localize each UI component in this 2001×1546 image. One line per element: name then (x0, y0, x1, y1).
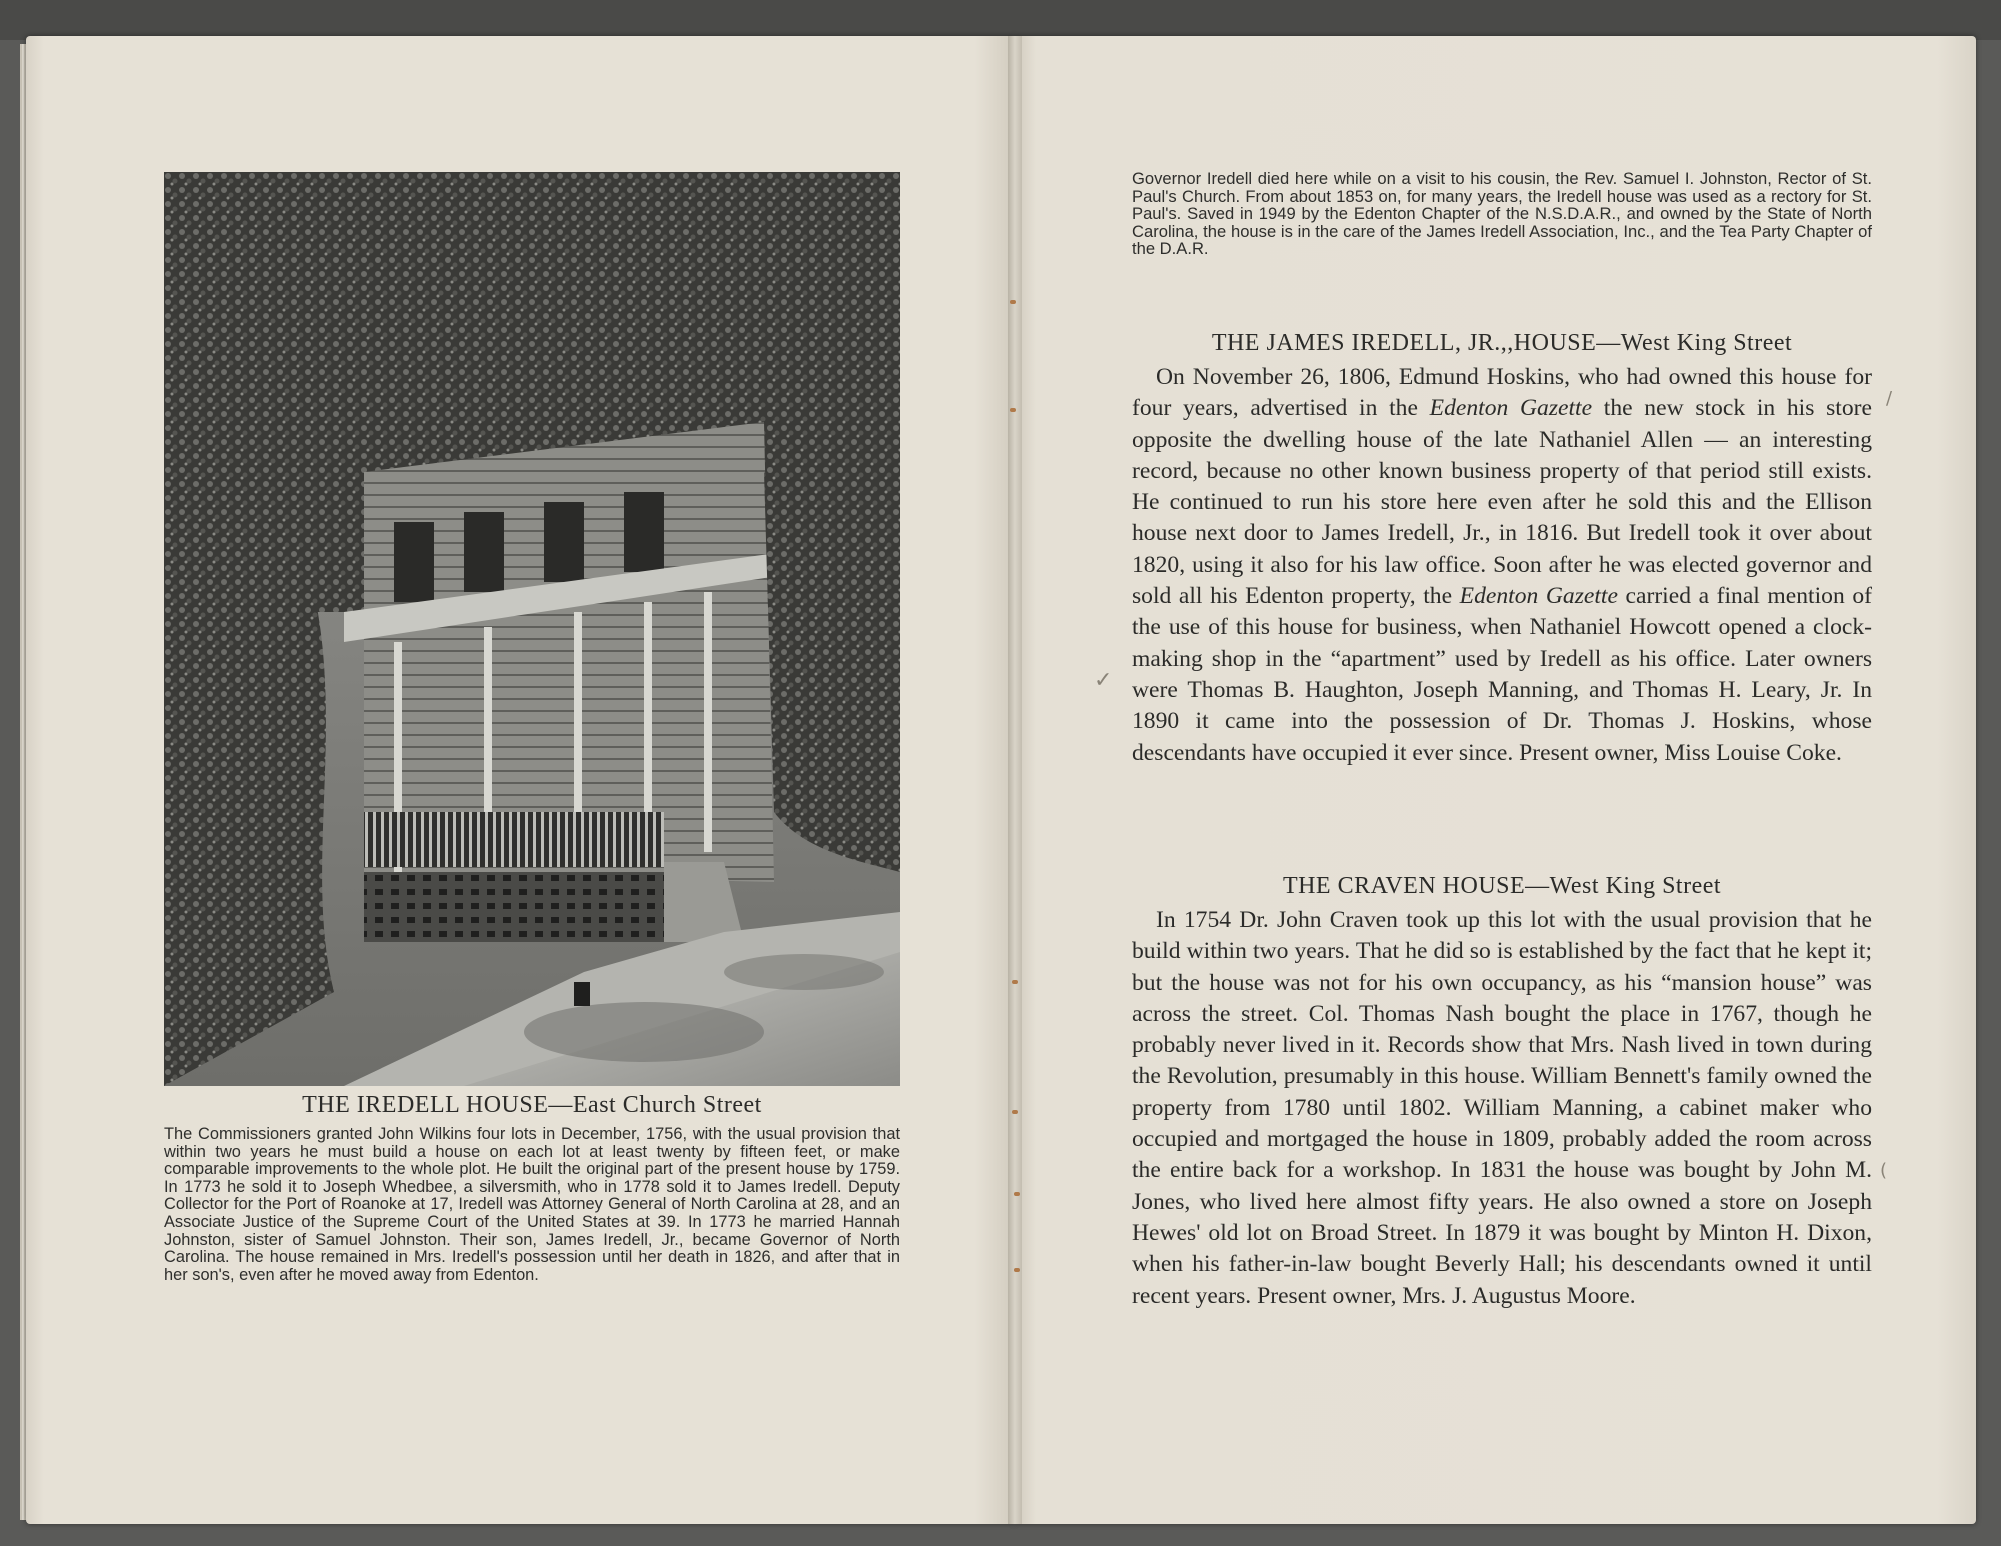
section-title-craven-house: THE CRAVEN HOUSE—West King Street (1282, 873, 1722, 899)
staple-mark (1010, 300, 1016, 304)
pencil-tick-mark: / (1886, 388, 1893, 409)
caption-title: THE IREDELL HOUSE—East Church Street (302, 1092, 762, 1118)
newspaper-name: Edenton Gazette (1459, 583, 1618, 610)
staple-mark (1012, 980, 1018, 984)
pencil-check-mark: ✓ (1094, 668, 1113, 693)
staple-mark (1010, 408, 1016, 412)
book-gutter (1008, 36, 1022, 1524)
newspaper-name: Edenton Gazette (1429, 395, 1593, 422)
staple-mark (1012, 1110, 1018, 1114)
section-body-craven-house: In 1754 Dr. John Craven took up this lot with the usual provision that he build within two years. That he did so is established by the fact that he kept it; but the house was not for his own occupancy, as his “mansion house” was across the street. Col. Thomas Nash bought the place in 1767, though he probably never lived in it. Records show that Mrs. Nash lived in town during the Revolution, presumably in this house. William Bennett's family owned the property from 1780 until 1802. William Manning, a cabinet maker who occupied and mortgaged the house in 1809, probably added the room across the entire back for a workshop. In 1831 the house was bought by John M. Jones, who lived here almost fifty years. He also owned a store on Joseph Hewes' old lot on Broad Street. In 1879 it was bought by Minton H. Dixon, when his father-in-law bought Beverly Hall; his descendants owned it until recent years. Present owner, Mrs. J. Augustus Moore. (1132, 907, 1872, 1309)
pencil-tick-mark: ( (1880, 1160, 1888, 1181)
body-text-part: carried a final mention of the use of this house for business, when Nathaniel Howcott opened a clock-making shop in the “apartment” used by Iredell as his office. Later owners were Thomas B. Haughton, Joseph Manning, and Thomas H. Leary, Jr. In 1890 it came into the possession of Dr. Thomas J. Hoskins, whose descendants have occupied it ever since. Present owner, Miss Louise Coke. (1132, 583, 1872, 766)
caption-text: The Commissioners granted John Wilkins four lots in December, 1756, with the usual provision that within two years he must build a house on each lot at least twenty by fifteen feet, or make comparable improvements to the whole plot. He built the original part of the present house by 1759. In 1773 he sold it to Joseph Whedbee, a silversmith, who in 1778 sold it to James Iredell. Deputy Collector for the Port of Roanoke at 17, Iredell was Attorney General of North Carolina at 28, and an Associate Justice of the Supreme Court of the United States at 39. In 1773 he married Hannah Johnston, sister of Samuel Johnston. Their son, James Iredell, Jr., became Governor of North Carolina. The house remained in Mrs. Iredell's possession until her death in 1826, and after that in her son's, even after he moved away from Edenton. (164, 1125, 900, 1284)
staple-mark (1014, 1268, 1020, 1272)
iredell-house-photo (164, 172, 900, 1086)
section-title-james-iredell-jr-house: THE JAMES IREDELL, JR.,,HOUSE—West King Street (1211, 330, 1793, 356)
body-text-part: the new stock in his store opposite the dwelling house of the late Nathaniel Allen — an interesting record, because no other known business property of that period still exists. He continued to run his store here even after he sold this and the Ellison house next door to James Iredell, Jr., in 1816. But Iredell took it over about 1820, using it also for his law office. Soon after he was elected governor and sold all his Edenton property, the (1132, 395, 1872, 610)
scan-background (0, 0, 2001, 40)
body-text-part: On November 26, 1806, Edmund Hoskins, who had owned this house for four years, advertised in the (1132, 364, 1872, 422)
staple-mark (1014, 1192, 1020, 1196)
section-body-james-iredell-jr-house (1132, 362, 1872, 769)
intro-paragraph: Governor Iredell died here while on a visit to his cousin, the Rev. Samuel I. Johnston, Rector of St. Paul's Church. From about 1853 on, for many years, the Iredell house was used as a rectory for St. Paul's. Saved in 1949 by the Edenton Chapter of the N.S.D.A.R., and owned by the State of North Carolina, the house is in the care of the James Iredell Association, Inc., and the Tea Party Chapter of the D.A.R. (1132, 169, 1872, 259)
